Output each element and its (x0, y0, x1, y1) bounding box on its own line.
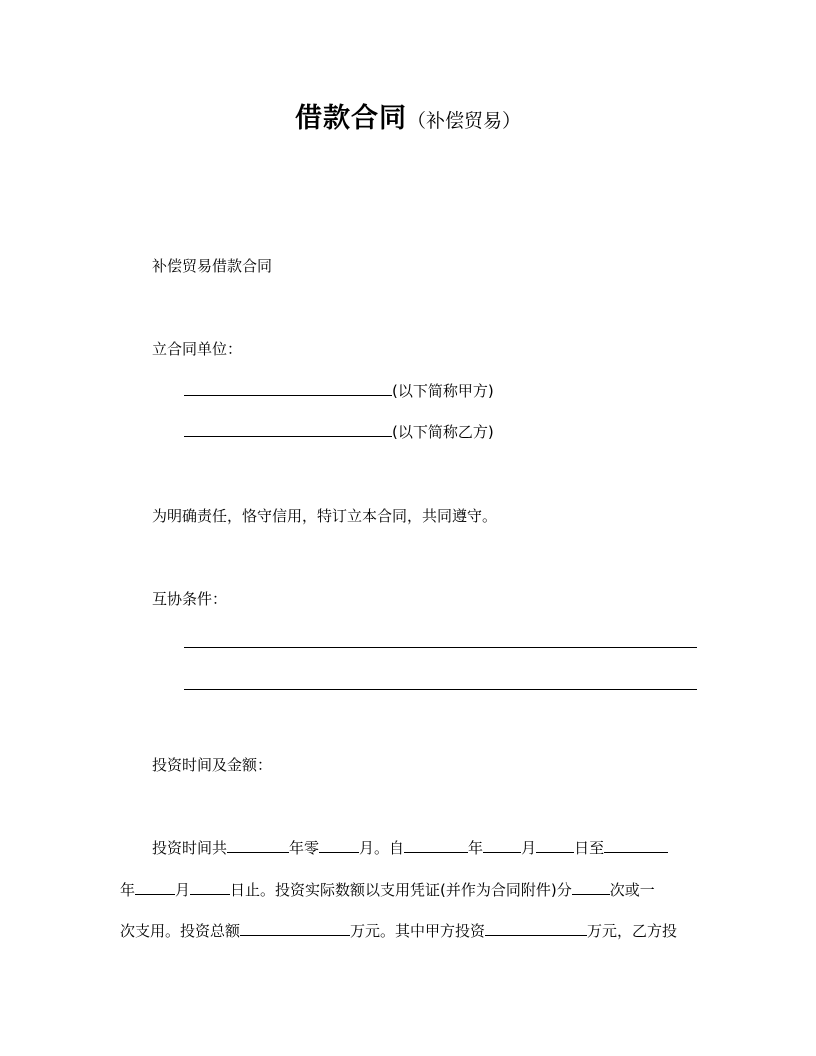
end-day-blank[interactable] (190, 880, 230, 895)
investment-label: 投资时间及金额： (152, 756, 273, 774)
investment-text: 次支用。投资总额 (120, 922, 241, 940)
parties-label: 立合同单位： (152, 340, 243, 358)
investment-text: 日止。投资实际数额以支用凭证(并作为合同附件)分 (230, 881, 572, 899)
contract-heading: 补偿贸易借款合同 (152, 257, 273, 275)
start-year-blank[interactable] (404, 838, 468, 853)
investment-text: 万元，乙方投 (587, 922, 678, 940)
party-a-suffix: (以下简称甲方) (392, 382, 494, 400)
investment-text: 年零 (289, 839, 320, 857)
preamble-text: 为明确责任，恪守信用，特订立本合同，共同遵守。 (152, 507, 498, 525)
investment-text: 年 (468, 839, 484, 857)
party-a-blank[interactable] (184, 381, 392, 396)
start-day-blank[interactable] (536, 838, 574, 853)
cooperation-label: 互协条件： (152, 590, 228, 608)
investment-text: 月 (521, 839, 537, 857)
end-year-blank[interactable] (604, 838, 668, 853)
total-amount-blank[interactable] (240, 921, 350, 936)
investment-line-2 (120, 880, 655, 900)
start-month-blank[interactable] (483, 838, 521, 853)
investment-text: 投资时间共 (152, 839, 228, 857)
months-blank[interactable] (319, 838, 359, 853)
party-a-line (184, 381, 494, 401)
installments-blank[interactable] (572, 880, 610, 895)
party-a-amount-blank[interactable] (485, 921, 587, 936)
end-month-blank[interactable] (135, 880, 175, 895)
party-b-suffix: (以下简称乙方) (392, 423, 494, 441)
investment-text: 次或一 (609, 881, 655, 899)
investment-text: 年 (120, 881, 136, 899)
investment-text: 万元。其中甲方投资 (350, 922, 486, 940)
investment-line-1 (152, 838, 668, 858)
cooperation-blank-line-1[interactable] (184, 647, 697, 648)
title-subtitle: （补偿贸易） (406, 110, 521, 132)
investment-text: 日至 (574, 839, 605, 857)
investment-line-3 (120, 921, 677, 941)
cooperation-blank-line-2[interactable] (184, 689, 697, 690)
title-main: 借款合同 (294, 103, 407, 134)
investment-text: 月。自 (359, 839, 405, 857)
investment-text: 月 (175, 881, 191, 899)
party-b-blank[interactable] (184, 422, 392, 437)
party-b-line (184, 422, 494, 442)
years-blank[interactable] (227, 838, 289, 853)
document-title (0, 96, 816, 135)
